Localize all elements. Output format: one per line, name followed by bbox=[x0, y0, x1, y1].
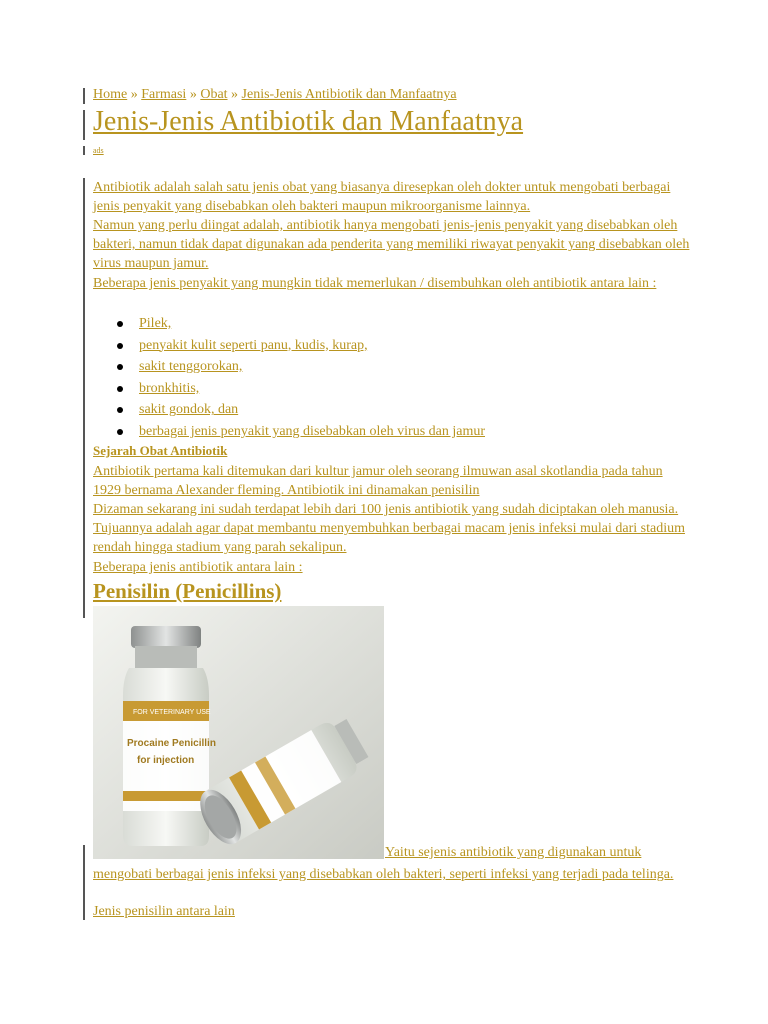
penicillin-types-link[interactable]: Jenis penisilin antara lain bbox=[93, 904, 235, 919]
margin-bar bbox=[83, 178, 85, 618]
list-item-link[interactable]: sakit gondok, dan bbox=[139, 402, 239, 418]
bullet-icon bbox=[117, 343, 123, 349]
history-paragraph[interactable]: Dizaman sekarang ini sudah terdapat lebih dari 100 jenis antibiotik yang sudah diciptakan oleh manusia. Tujuannya adalah agar dapat membantu menyembuhkan berbagai macam jenis infeksi mulai dari stadium rendah hingga stadium yang parah sekalipun. bbox=[93, 502, 685, 556]
intro-paragraph[interactable]: Beberapa jenis penyakit yang mungkin tidak memerlukan / disembuhkan oleh antibiotik antara lain : bbox=[93, 276, 657, 291]
penicillin-caption-continued[interactable]: mengobati berbagai jenis infeksi yang disebabkan oleh bakteri, seperti infeksi yang terjadi pada telinga. bbox=[93, 867, 674, 882]
bullet-icon bbox=[117, 321, 123, 327]
margin-bar bbox=[83, 88, 85, 104]
margin-bar bbox=[83, 146, 85, 155]
breadcrumb-farmasi-link[interactable]: Farmasi bbox=[141, 87, 187, 102]
bullet-icon bbox=[117, 429, 123, 435]
penicillin-heading[interactable]: Penisilin (Penicillins) bbox=[93, 579, 282, 603]
list-item bbox=[93, 356, 485, 378]
intro-paragraph[interactable]: Antibiotik adalah salah satu jenis obat yang biasanya diresepkan oleh dokter untuk mengobati berbagai jenis penyakit yang disebabkan oleh bakteri maupun mikroorganisme lainnya. bbox=[93, 180, 671, 215]
bullet-icon bbox=[117, 386, 123, 392]
vial-label-text: for injection bbox=[137, 755, 195, 766]
margin-bar bbox=[83, 110, 85, 140]
list-item bbox=[93, 399, 485, 421]
history-paragraph[interactable]: Antibiotik pertama kali ditemukan dari kultur jamur oleh seorang ilmuwan asal skotlandia pada tahun 1929 bernama Alexander fleming. Antibiotik ini dinamakan penisilin bbox=[93, 464, 663, 499]
history-paragraph[interactable]: Beberapa jenis antibiotik antara lain : bbox=[93, 560, 303, 575]
vial-label-text: Procaine Penicillin bbox=[127, 738, 216, 749]
list-item-link[interactable]: sakit tenggorokan, bbox=[139, 359, 243, 375]
breadcrumb-separator: » bbox=[130, 87, 138, 102]
breadcrumb-separator: » bbox=[231, 87, 239, 102]
ads-link[interactable]: ads bbox=[93, 146, 104, 155]
breadcrumb-separator: » bbox=[189, 87, 197, 102]
breadcrumb-current-link[interactable]: Jenis-Jenis Antibiotik dan Manfaatnya bbox=[241, 87, 457, 102]
intro-paragraph[interactable]: Namun yang perlu diingat adalah, antibiotik hanya mengobati jenis-jenis penyakit yang disebabkan oleh bakteri, namun tidak dapat digunakan ada penderita yang memiliki riwayat penyakit yang disebabkan oleh virus maupun jamur. bbox=[93, 218, 690, 272]
bullet-icon bbox=[117, 364, 123, 370]
vial-label-text: FOR VETERINARY USE bbox=[133, 709, 211, 716]
penicillin-vial-image[interactable] bbox=[93, 606, 384, 859]
list-item bbox=[93, 335, 485, 357]
bullet-icon bbox=[117, 407, 123, 413]
page-title[interactable]: Jenis-Jenis Antibiotik dan Manfaatnya bbox=[93, 106, 524, 137]
list-item bbox=[93, 378, 485, 400]
breadcrumb-home-link[interactable]: Home bbox=[93, 87, 128, 102]
list-item-link[interactable]: bronkhitis, bbox=[139, 380, 200, 396]
list-item-link[interactable]: penyakit kulit seperti panu, kudis, kurap, bbox=[139, 337, 368, 353]
list-item-link[interactable]: Pilek, bbox=[139, 316, 172, 331]
list-item bbox=[93, 313, 485, 335]
history-heading[interactable]: Sejarah Obat Antibiotik bbox=[93, 443, 228, 458]
list-item-link[interactable]: berbagai jenis penyakit yang disebabkan oleh virus dan jamur bbox=[139, 423, 486, 439]
disease-list bbox=[93, 313, 485, 443]
breadcrumb-obat-link[interactable]: Obat bbox=[200, 87, 228, 102]
margin-bar bbox=[83, 845, 85, 920]
list-item bbox=[93, 421, 485, 443]
breadcrumb bbox=[93, 87, 457, 103]
penicillin-caption[interactable]: Yaitu sejenis antibiotik yang digunakan untuk bbox=[385, 845, 642, 860]
